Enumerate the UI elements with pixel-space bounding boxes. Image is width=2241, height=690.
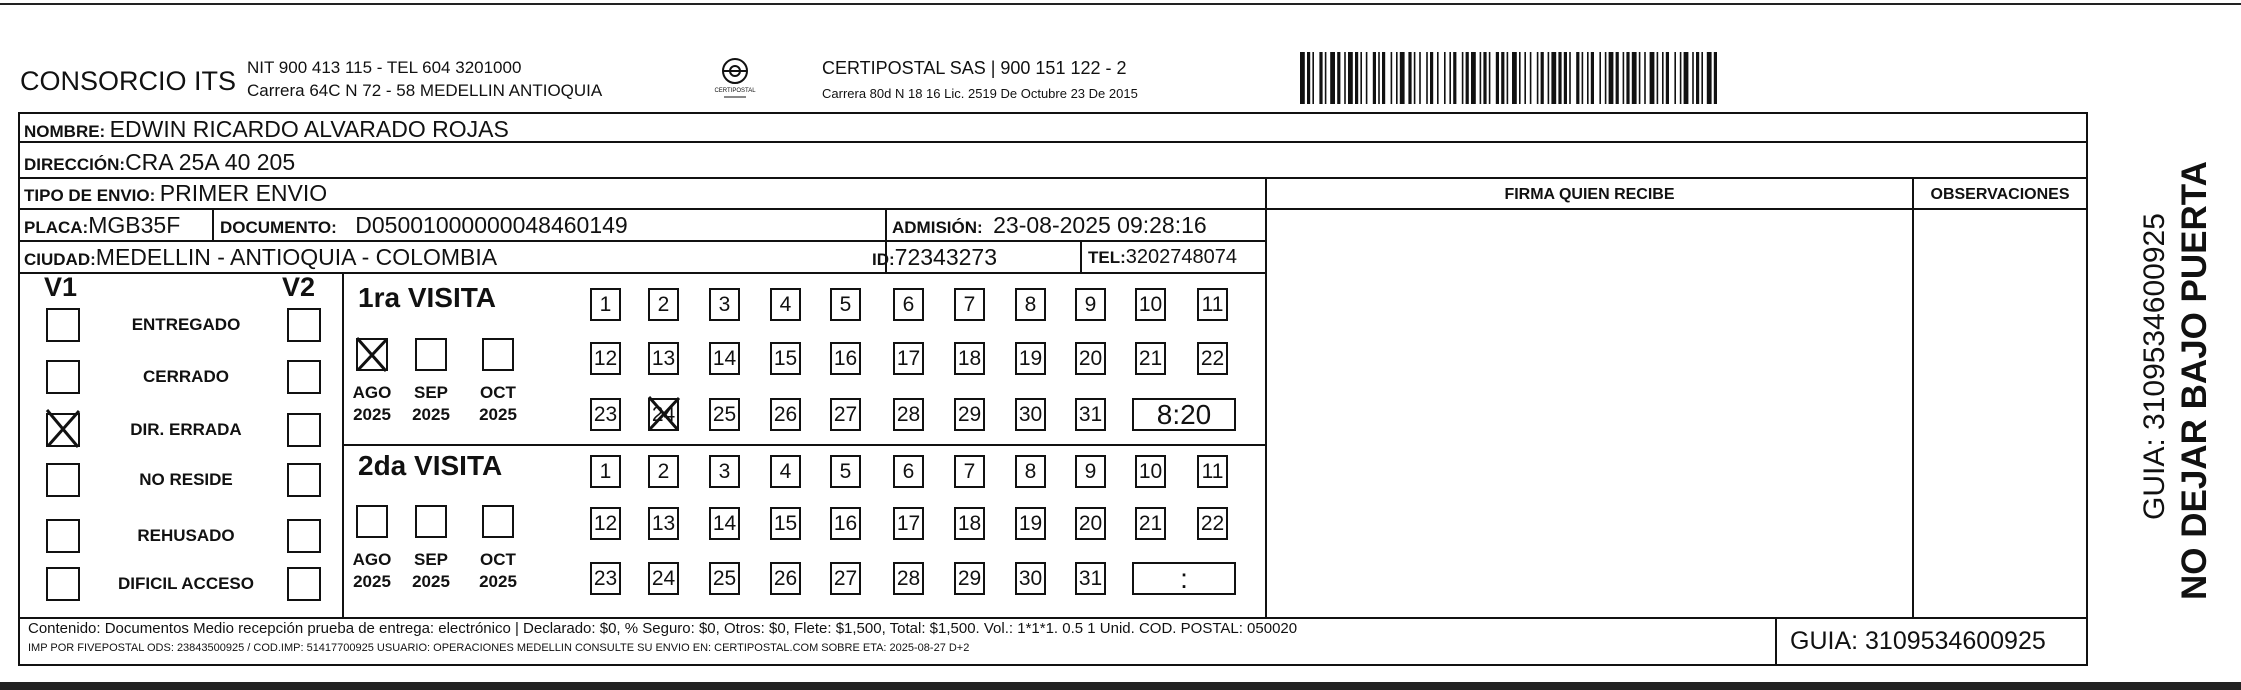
day-box[interactable]: 10 (1135, 288, 1166, 321)
id: 72343273 (894, 244, 998, 270)
recipient-address: CRA 25A 40 205 (125, 149, 296, 175)
day-box[interactable]: 7 (954, 455, 985, 488)
day-box[interactable]: 7 (954, 288, 985, 321)
day-box[interactable]: 13 (648, 342, 679, 375)
day-box[interactable]: 4 (770, 455, 801, 488)
day-box[interactable]: 11 (1197, 288, 1228, 321)
day-box[interactable]: 20 (1075, 342, 1106, 375)
tel: 3202748074 (1125, 246, 1238, 268)
city: MEDELLIN - ANTIOQUIA - COLOMBIA (95, 244, 498, 270)
day-box[interactable]: 15 (770, 507, 801, 540)
day-box[interactable]: 28 (893, 562, 924, 595)
month-label: AGO (352, 383, 392, 402)
v1-label: V1 (44, 272, 78, 302)
visit-time-box[interactable]: : (1132, 562, 1236, 595)
plate-divider (212, 208, 214, 241)
city-label: CIUDAD: (24, 250, 96, 269)
id-label: ID: (872, 250, 895, 269)
status-v2-checkbox[interactable] (287, 463, 321, 497)
observations-left-border (1912, 177, 1914, 617)
company-address: Carrera 64C N 72 - 58 MEDELLIN ANTIOQUIA (247, 81, 603, 100)
month-label: SEP (413, 550, 449, 569)
footer-guia: GUIA: 3109534600925 (1790, 627, 2046, 655)
month-checkbox[interactable] (482, 505, 514, 538)
day-box[interactable]: 17 (893, 507, 924, 540)
day-box[interactable]: 1 (590, 455, 621, 488)
name-label: NOMBRE: (24, 122, 106, 141)
day-box[interactable]: 11 (1197, 455, 1228, 488)
day-box[interactable]: 29 (954, 562, 985, 595)
month-label: OCT (480, 383, 516, 402)
day-box[interactable]: 8 (1015, 288, 1046, 321)
month-checkbox[interactable] (356, 505, 388, 538)
day-box[interactable]: 6 (893, 455, 924, 488)
day-box[interactable]: 1 (590, 288, 621, 321)
day-box[interactable]: 25 (709, 562, 740, 595)
tel-divider (1080, 240, 1082, 272)
plate-label: PLACA: (24, 218, 89, 237)
status-v2-checkbox[interactable] (287, 413, 321, 447)
status-v1-checkbox[interactable] (46, 360, 80, 394)
day-box[interactable]: 16 (830, 342, 861, 375)
month-label: SEP (413, 383, 449, 402)
day-box[interactable]: 10 (1135, 455, 1166, 488)
day-box[interactable]: 28 (893, 398, 924, 431)
tel-label: TEL: (1088, 248, 1126, 267)
row-divider (18, 177, 2088, 179)
footer-content: Contenido: Documentos Medio recepción prueba de entrega: electrónico | Declarado: $0, % Seguro: $0, Otros: $0, Flete: $1,500, Total: $1,500. Vol.: 1*1*1. 0.5 1 Unid. COD. POSTAL: 050020 (28, 620, 1298, 637)
day-check-mark-icon (646, 394, 682, 432)
courier-license: Carrera 80d N 18 16 Lic. 2519 De Octubre 23 De 2015 (822, 86, 1138, 101)
status-v1-checkbox[interactable] (46, 308, 80, 342)
year-label: 2025 (353, 572, 391, 591)
day-box[interactable]: 31 (1075, 398, 1106, 431)
day-box[interactable]: 15 (770, 342, 801, 375)
side-warning: NO DEJAR BAJO PUERTA (2175, 161, 2214, 600)
status-v1-checkbox[interactable] (46, 567, 80, 601)
barcode (1300, 52, 1935, 104)
bottom-edge-line (0, 682, 2241, 690)
row-divider (18, 208, 2088, 210)
day-box[interactable]: 21 (1135, 342, 1166, 375)
document-label: DOCUMENTO: (220, 218, 337, 237)
footer-imp: IMP POR FIVEPOSTAL ODS: 23843500925 / COD.IMP: 51417700925 USUARIO: OPERACIONES MEDELLIN CONSULTE SU ENVIO EN: CERTIPOSTAL.COM SOBRE ETA: 2025-08-27 D+2 (28, 642, 970, 654)
day-box[interactable]: 9 (1075, 455, 1106, 488)
month-checkbox[interactable] (482, 338, 514, 371)
observations-header: OBSERVACIONES (1930, 186, 2070, 203)
address-label: DIRECCIÓN: (24, 155, 126, 174)
year-label: 2025 (479, 572, 517, 591)
document: D05001000000048460149 (355, 212, 628, 238)
send-type: PRIMER ENVIO (159, 180, 328, 206)
company-nit: NIT 900 413 115 - TEL 604 3201000 (247, 58, 522, 77)
day-box[interactable]: 18 (954, 342, 985, 375)
status-label: REHUSADO (137, 526, 235, 545)
status-v2-checkbox[interactable] (287, 308, 321, 342)
day-box[interactable]: 14 (709, 507, 740, 540)
day-box[interactable]: 16 (830, 507, 861, 540)
signature-header: FIRMA QUIEN RECIBE (1504, 186, 1675, 203)
v2-label: V2 (282, 272, 316, 302)
year-label: 2025 (412, 405, 450, 424)
day-box[interactable]: 2 (648, 455, 679, 488)
status-v2-checkbox[interactable] (287, 519, 321, 553)
year-label: 2025 (479, 405, 517, 424)
status-label: DIR. ERRADA (130, 420, 242, 439)
signature-left-border (1265, 177, 1267, 617)
month-check-mark-icon (354, 335, 390, 373)
day-box[interactable]: 22 (1197, 342, 1228, 375)
status-label: ENTREGADO (131, 315, 241, 334)
day-box[interactable]: 26 (770, 562, 801, 595)
month-checkbox[interactable] (415, 338, 447, 371)
day-box[interactable]: 25 (709, 398, 740, 431)
status-label: DIFICIL ACCESO (117, 574, 254, 593)
status-v1-checkbox[interactable] (46, 519, 80, 553)
day-box[interactable]: 21 (1135, 507, 1166, 540)
day-box[interactable]: 30 (1015, 562, 1046, 595)
day-box[interactable]: 27 (830, 562, 861, 595)
status-label: CERRADO (143, 367, 229, 386)
day-box[interactable]: 23 (590, 398, 621, 431)
admission-label: ADMISIÓN: (892, 218, 983, 237)
day-box[interactable]: 27 (830, 398, 861, 431)
v1-check-mark-icon (44, 407, 82, 449)
day-box[interactable]: 13 (648, 507, 679, 540)
day-box[interactable]: 12 (590, 342, 621, 375)
day-box[interactable]: 12 (590, 507, 621, 540)
status-v1-checkbox[interactable] (46, 463, 80, 497)
visit2-title: 2da VISITA (358, 450, 503, 481)
day-box[interactable]: 2 (648, 288, 679, 321)
day-box[interactable]: 17 (893, 342, 924, 375)
day-box[interactable]: 14 (709, 342, 740, 375)
row-divider (18, 617, 2088, 619)
top-edge-line (0, 3, 2241, 5)
courier-name: CERTIPOSTAL SAS | 900 151 122 - 2 (822, 58, 1127, 78)
company-name: CONSORCIO ITS (20, 66, 237, 96)
logo-text: CERTIPOSTAL (714, 88, 756, 94)
day-box[interactable]: 30 (1015, 398, 1046, 431)
day-box[interactable]: 19 (1015, 342, 1046, 375)
day-box[interactable]: 20 (1075, 507, 1106, 540)
plate: MGB35F (88, 212, 181, 238)
year-label: 2025 (353, 405, 391, 424)
day-box[interactable]: 5 (830, 288, 861, 321)
status-v2-checkbox[interactable] (287, 567, 321, 601)
visit-divider (342, 444, 1267, 446)
admission: 23-08-2025 09:28:16 (993, 212, 1207, 238)
day-box[interactable]: 5 (830, 455, 861, 488)
visit-time-box[interactable]: 8:20 (1132, 398, 1236, 431)
row-divider (18, 272, 1267, 274)
day-box[interactable]: 22 (1197, 507, 1228, 540)
footer-guia-divider (1775, 617, 1777, 666)
day-box[interactable]: 31 (1075, 562, 1106, 595)
recipient-name: EDWIN RICARDO ALVARADO ROJAS (109, 116, 509, 142)
day-box[interactable]: 4 (770, 288, 801, 321)
day-box[interactable]: 24 (648, 562, 679, 595)
day-box[interactable]: 18 (954, 507, 985, 540)
day-box[interactable]: 9 (1075, 288, 1106, 321)
header-right-border (2086, 177, 2088, 209)
year-label: 2025 (412, 572, 450, 591)
day-box[interactable]: 3 (709, 455, 740, 488)
day-box[interactable]: 8 (1015, 455, 1046, 488)
day-box[interactable]: 6 (893, 288, 924, 321)
day-box[interactable]: 24 (648, 398, 679, 431)
day-box[interactable]: 26 (770, 398, 801, 431)
status-label: NO RESIDE (139, 470, 233, 489)
status-v2-checkbox[interactable] (287, 360, 321, 394)
status-divider (342, 272, 344, 617)
day-box[interactable]: 19 (1015, 507, 1046, 540)
day-box[interactable]: 3 (709, 288, 740, 321)
side-guia: GUIA: 3109534600925 (2138, 213, 2171, 520)
month-label: OCT (480, 550, 516, 569)
visit1-title: 1ra VISITA (358, 282, 496, 313)
month-label: AGO (352, 550, 392, 569)
month-checkbox[interactable] (415, 505, 447, 538)
day-box[interactable]: 29 (954, 398, 985, 431)
day-box[interactable]: 23 (590, 562, 621, 595)
send-type-label: TIPO DE ENVIO: (24, 186, 156, 205)
